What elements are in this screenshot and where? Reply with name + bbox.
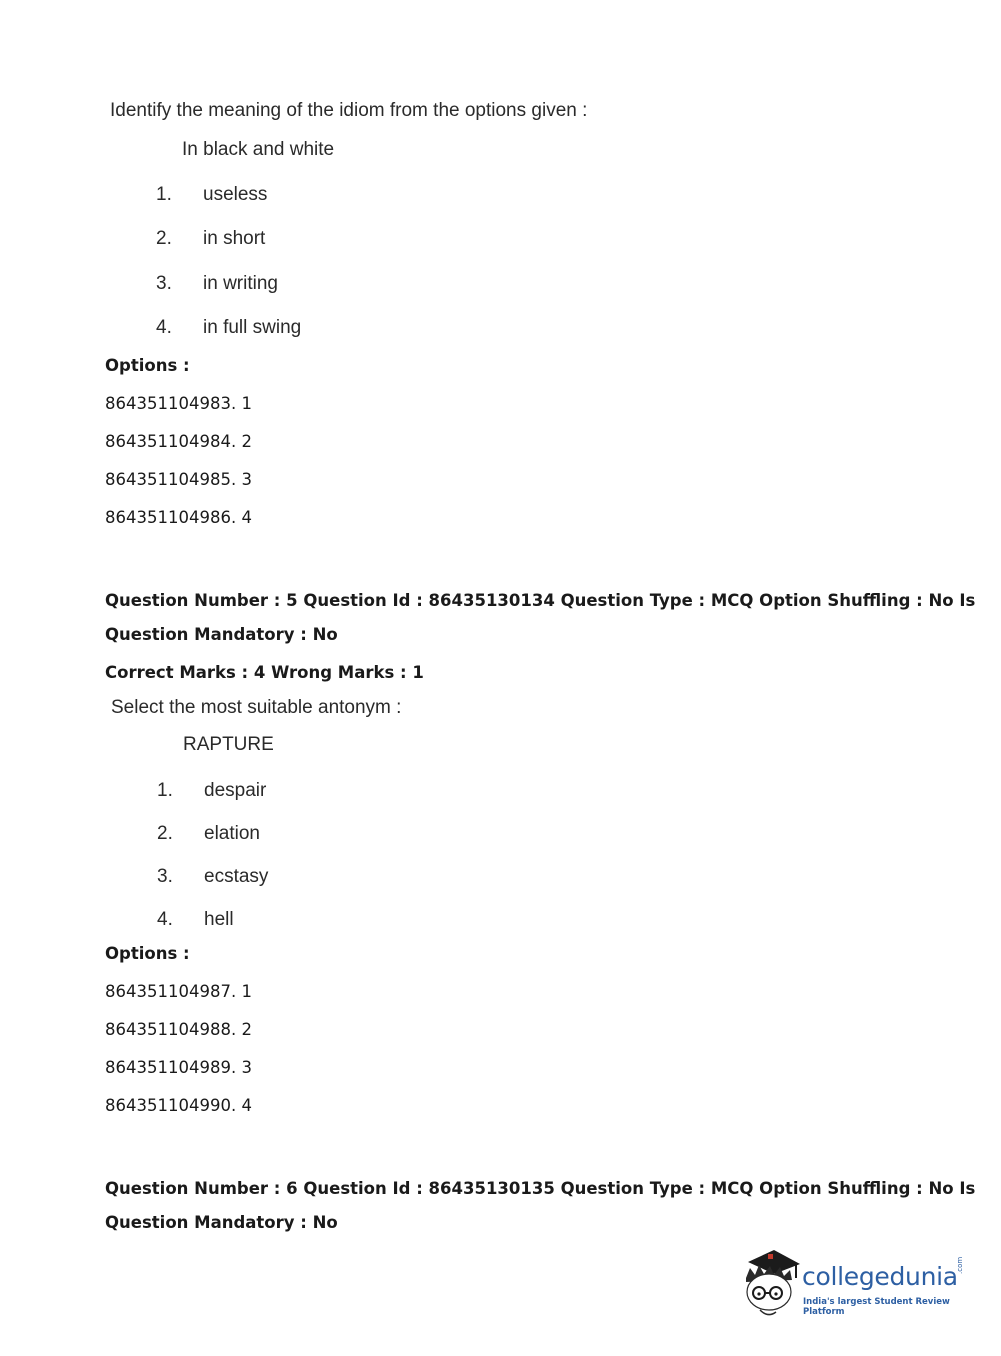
option-id: 864351104988. 2 xyxy=(105,1020,252,1039)
option-id: 864351104989. 3 xyxy=(105,1058,252,1077)
option-id: 864351104986. 4 xyxy=(105,508,252,527)
mascot-icon xyxy=(740,1248,804,1320)
question-header: Question Number : 6 Question Id : 86435130135 Question Type : MCQ Option Shuffling : No Is xyxy=(105,1179,976,1198)
option-id: 864351104985. 3 xyxy=(105,470,252,489)
logo-tagline: India's largest Student Review Platform xyxy=(803,1297,950,1317)
options-label: Options : xyxy=(105,356,190,375)
choice-number: 4. xyxy=(157,909,173,930)
choice-text: in writing xyxy=(203,273,278,294)
idiom-phrase: In black and white xyxy=(182,139,335,160)
choice-text: hell xyxy=(204,909,234,930)
choice-text: useless xyxy=(203,184,268,205)
choice-number: 2. xyxy=(156,228,172,249)
choice-number: 3. xyxy=(156,273,172,294)
option-id: 864351104984. 2 xyxy=(105,432,252,451)
question-mandatory: Question Mandatory : No xyxy=(105,1213,338,1232)
choice-number: 1. xyxy=(156,184,172,205)
option-id: 864351104983. 1 xyxy=(105,394,252,413)
options-label: Options : xyxy=(105,944,190,963)
choice-number: 4. xyxy=(156,317,172,338)
choice-text: ecstasy xyxy=(204,866,269,887)
logo-domain: .com xyxy=(956,1256,964,1274)
question-marks: Correct Marks : 4 Wrong Marks : 1 xyxy=(105,663,424,682)
choice-text: in full swing xyxy=(203,317,302,338)
choice-number: 3. xyxy=(157,866,173,887)
collegedunia-logo xyxy=(740,1248,972,1320)
option-id: 864351104987. 1 xyxy=(105,982,252,1001)
choice-text: despair xyxy=(204,780,267,801)
question-mandatory: Question Mandatory : No xyxy=(105,625,338,644)
question-prompt: Select the most suitable antonym : xyxy=(111,697,402,718)
choice-text: in short xyxy=(203,228,266,249)
logo-wordmark: collegedunia xyxy=(802,1262,958,1291)
choice-text: elation xyxy=(204,823,260,844)
choice-number: 1. xyxy=(157,780,173,801)
antonym-word: RAPTURE xyxy=(183,734,274,755)
question-header: Question Number : 5 Question Id : 86435130134 Question Type : MCQ Option Shuffling : No Is xyxy=(105,591,976,610)
question-prompt: Identify the meaning of the idiom from the options given : xyxy=(110,100,588,121)
choice-number: 2. xyxy=(157,823,173,844)
option-id: 864351104990. 4 xyxy=(105,1096,252,1115)
